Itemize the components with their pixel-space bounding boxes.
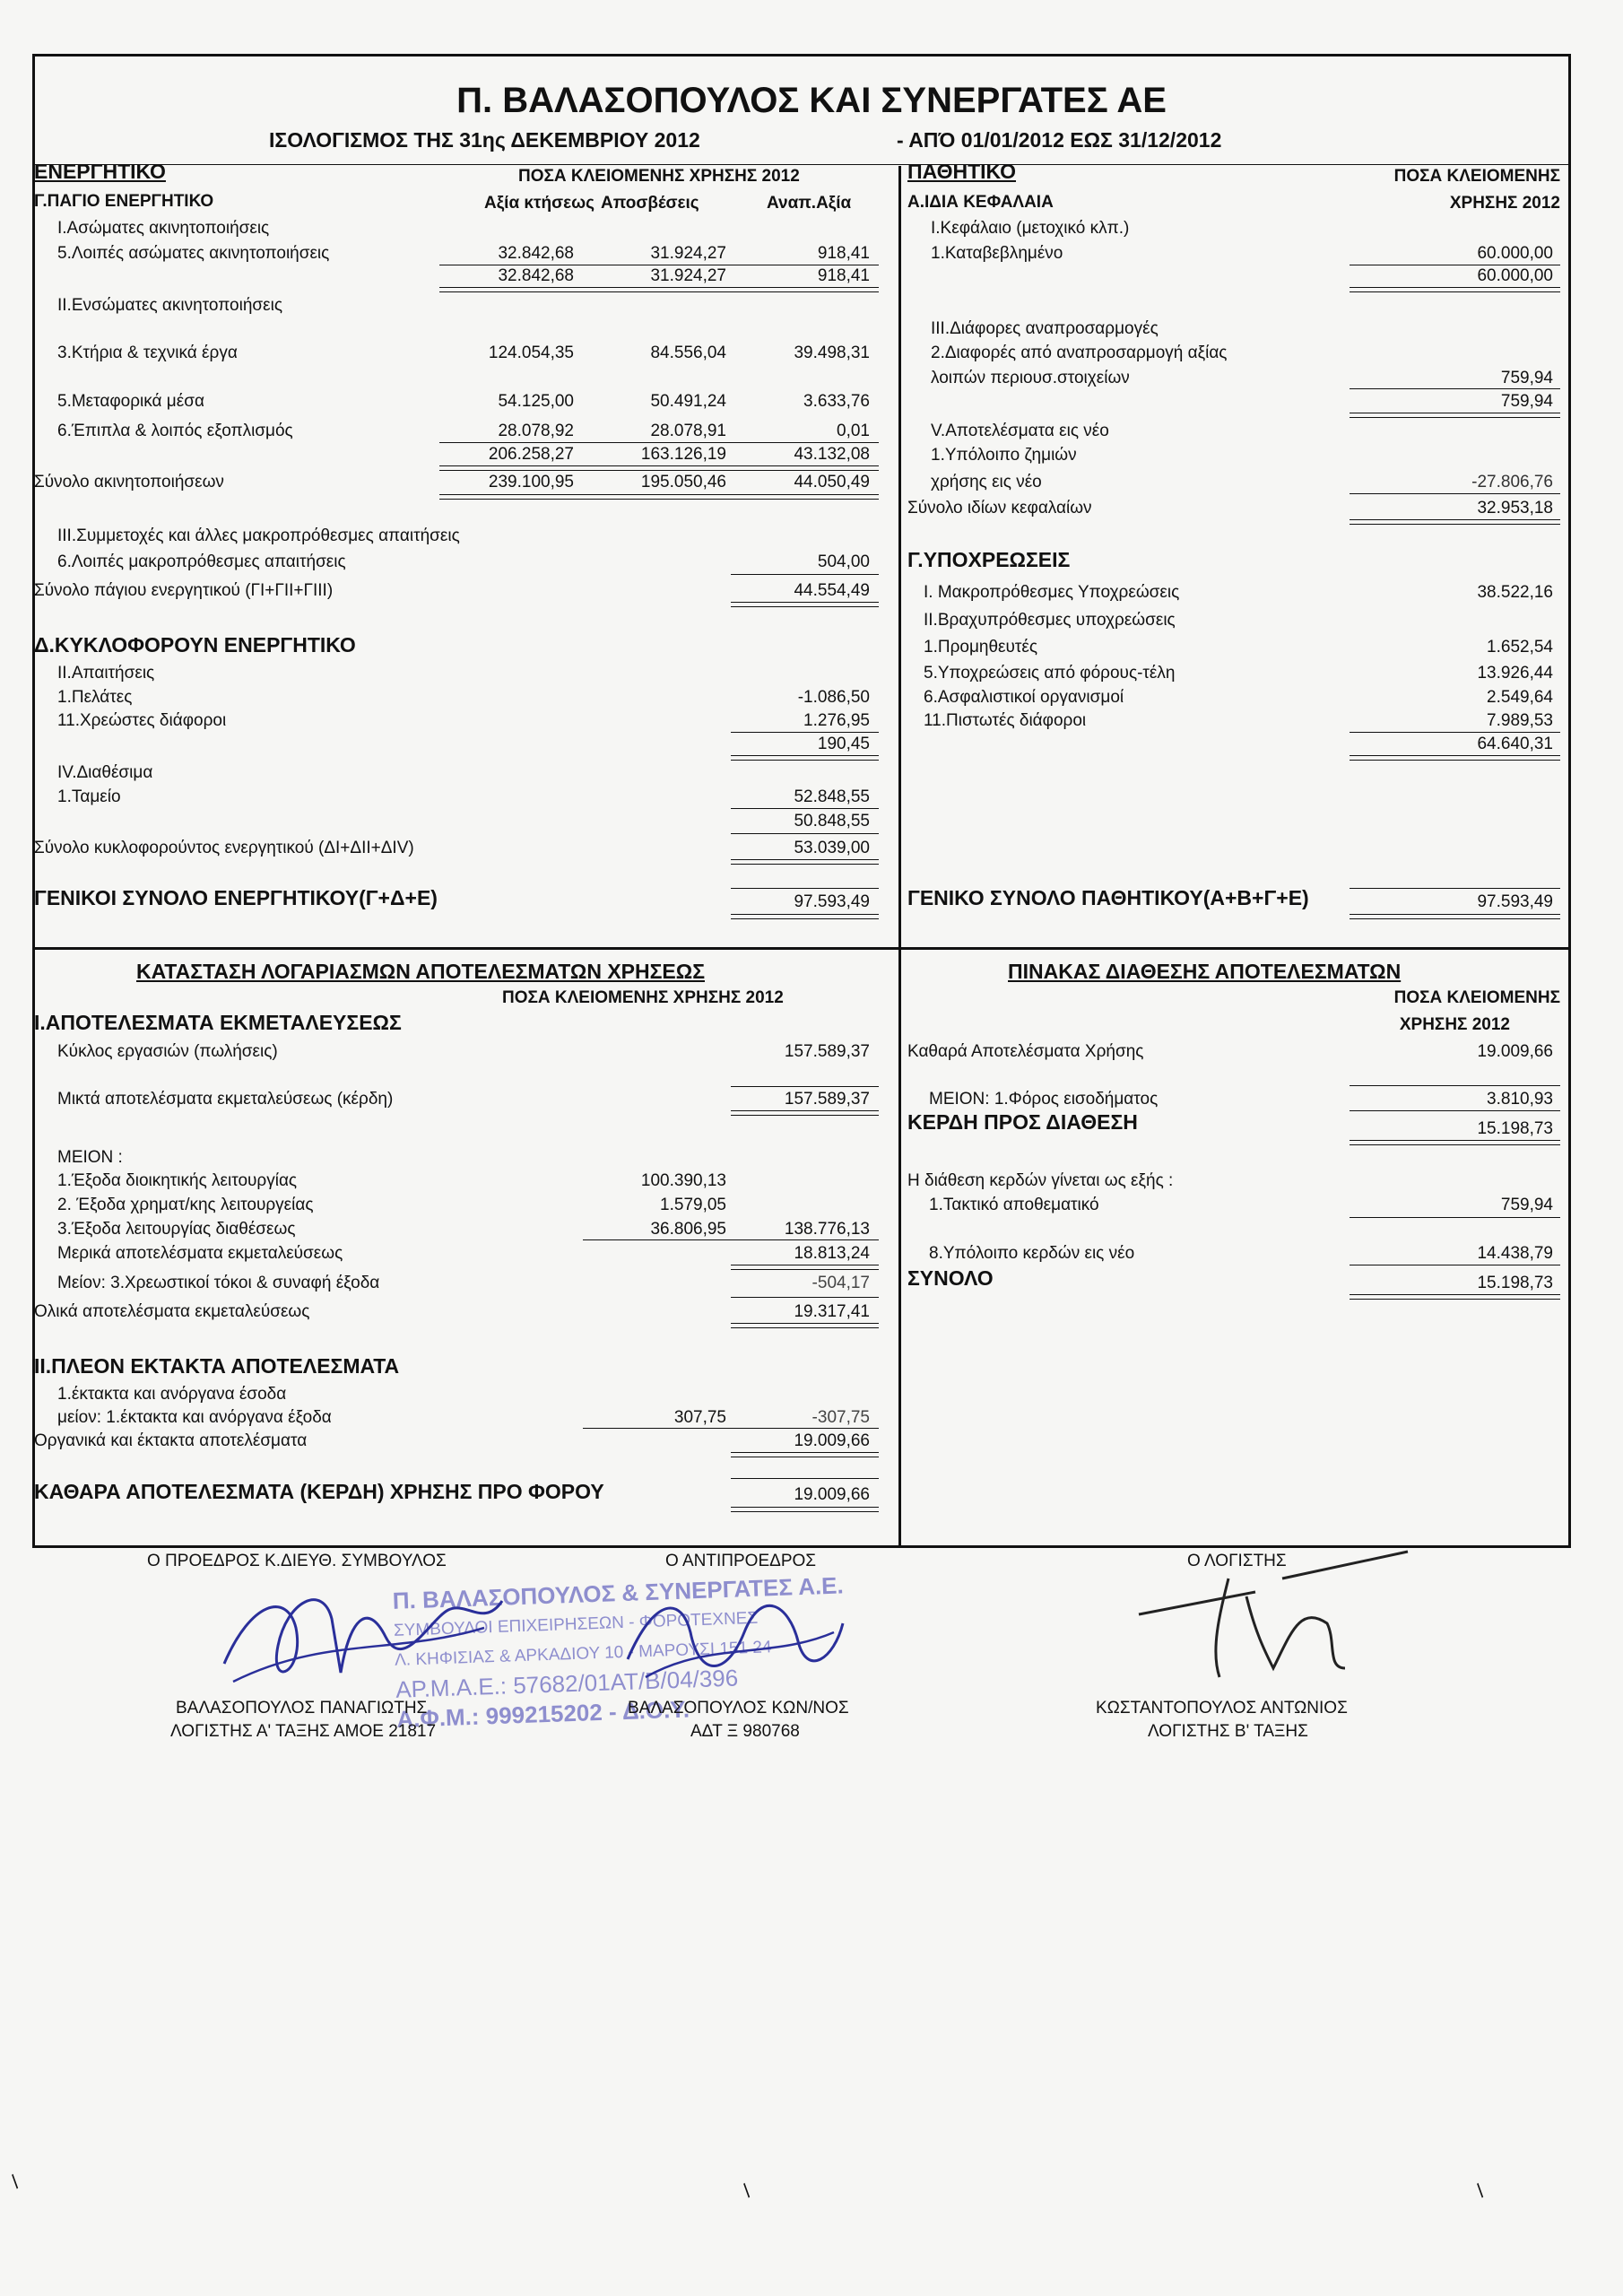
obligations-heading: Γ.ΥΠΟΧΡΕΩΣΕΙΣ (907, 548, 1071, 571)
punch-mark: / (1471, 2179, 1489, 2202)
revaluation-heading: ΙΙΙ.Διάφορες αναπροσαρμογές (931, 319, 1159, 338)
fixed-assets-heading: Γ.ΠΑΓΙΟ ΕΝΕΡΓΗΤΙΚΟ (34, 192, 214, 211)
paid-in-value: 60.000,00 (1477, 244, 1553, 263)
vice-president-name: ΒΑΛΑΣΟΠΟΥΛΟΣ ΚΩΝ/ΝΟΣ (628, 1699, 849, 1718)
double-rule (731, 602, 879, 607)
turnover-value: 157.589,37 (784, 1042, 870, 1061)
rule (731, 1478, 879, 1479)
rule (731, 1086, 879, 1087)
accountant-signature (1121, 1543, 1417, 1695)
liabilities-grand-total-label: ΓΕΝΙΚΟ ΣΥΝΟΛΟ ΠΑΘΗΤΙΚΟΥ(Α+Β+Γ+Ε) (907, 886, 1309, 909)
net-before-tax-value: 19.009,66 (794, 1485, 870, 1504)
rule (1350, 493, 1560, 494)
vice-president-title: Ο ΑΝΤΙΠΡΟΕΔΡΟΣ (665, 1552, 817, 1570)
short-term-total: 64.640,31 (1477, 735, 1553, 753)
col-net-value: Αναπ.Αξία (767, 194, 852, 213)
intangible-label: 5.Λοιπές ασώματες ακινητοποιήσεις (57, 244, 330, 263)
intangible-total-depr: 31.924,27 (650, 266, 726, 285)
double-rule (731, 755, 879, 761)
period-range: - ΑΠΌ 01/01/2012 ΕΩΣ 31/12/2012 (897, 128, 1222, 152)
interest-value: -504,17 (812, 1274, 870, 1292)
net-before-tax-label: ΚΑΘΑΡΑ ΑΠΟΤΕΛΕΣΜΑΤΑ (ΚΕΡΔΗ) ΧΡΗΣΗΣ ΠΡΟ ΦΟΡΟΥ (34, 1480, 604, 1503)
partial-value: 18.813,24 (794, 1244, 870, 1263)
capital-heading: Ι.Κεφάλαιο (μετοχικό κλπ.) (931, 219, 1130, 238)
rule (731, 732, 879, 733)
rule (1350, 1085, 1560, 1086)
extra-net-value: -307,75 (812, 1408, 870, 1427)
fixed-total-net: 44.050,49 (794, 473, 870, 491)
taxes-value: 13.926,44 (1477, 664, 1553, 683)
debtors-label: 11.Χρεώστες διάφοροι (57, 711, 227, 730)
double-rule (731, 1265, 879, 1270)
tangible-total-net: 43.132,08 (794, 445, 870, 464)
creditors-value: 7.989,53 (1487, 711, 1553, 730)
liabilities-heading: ΠΑΘΗΤΙΚΟ (907, 160, 1016, 183)
assets-heading: ΕΝΕΡΓΗΤΙΚΟ (34, 160, 166, 183)
intangible-cost: 32.842,68 (498, 244, 574, 263)
income-col-header: ΠΟΣΑ ΚΛΕΙΟΜΕΝΗΣ ΧΡΗΣΗΣ 2012 (502, 988, 784, 1007)
rule (731, 808, 879, 809)
revaluation-total: 759,94 (1500, 392, 1553, 411)
finance-label: 2. Έξοδα χρηματ/κης λειτουργείας (57, 1196, 314, 1214)
rule (731, 574, 879, 575)
gross-value: 157.589,37 (784, 1090, 870, 1109)
vehicles-depr: 50.491,24 (650, 392, 726, 411)
double-rule (1350, 755, 1560, 761)
rule (583, 1239, 879, 1240)
tangible-heading: ΙΙ.Ενσώματες ακινητοποιήσεις (57, 296, 282, 315)
total-fixed-label: Σύνολο πάγιου ενεργητικού (ΓΙ+ΓΙΙ+ΓΙΙΙ) (34, 581, 334, 600)
vice-president-note: ΑΔΤ Ξ 980768 (690, 1722, 800, 1741)
stamp-line-5: Α.Φ.Μ.: 999215202 - Δ.Ο.Υ. (395, 1695, 690, 1733)
insurance-value: 2.549,64 (1487, 688, 1553, 707)
center-divider (898, 166, 901, 1548)
total-operating-value: 19.317,41 (794, 1302, 870, 1321)
header-rule (32, 164, 1571, 165)
fixed-total-cost: 239.100,95 (488, 473, 574, 491)
distribution-col-header-1: ΠΟΣΑ ΚΛΕΙΟΜΕΝΗΣ (1393, 988, 1560, 1007)
buildings-label: 3.Κτήρια & τεχνικά έργα (57, 344, 238, 362)
customers-value: -1.086,50 (797, 688, 870, 707)
customers-label: 1.Πελάτες (57, 688, 133, 707)
results-heading: V.Αποτελέσματα εις νέο (931, 422, 1109, 440)
receivables-total: 190,45 (817, 735, 870, 753)
double-rule (1350, 413, 1560, 418)
carry-forward-label: 8.Υπόλοιπο κερδών εις νέο (929, 1244, 1135, 1263)
suppliers-value: 1.652,54 (1487, 638, 1553, 657)
furniture-net: 0,01 (837, 422, 870, 440)
rule (1350, 732, 1560, 733)
current-assets-heading: Δ.ΚΥΚΛΟΦΟΡΟΥΝ ΕΝΕΡΓΗΤΙΚΟ (34, 633, 356, 657)
double-rule (731, 1452, 879, 1457)
vehicles-net: 3.633,76 (803, 392, 870, 411)
paid-in-total: 60.000,00 (1477, 266, 1553, 285)
equity-total-label: Σύνολο ιδίων κεφαλαίων (907, 499, 1092, 517)
revaluation-line1: 2.Διαφορές από αναπροσαρμογή αξίας (931, 344, 1228, 362)
debtors-value: 1.276,95 (803, 711, 870, 730)
long-receivables-value: 504,00 (817, 552, 870, 571)
accountant-title: Ο ΛΟΓΙΣΤΗΣ (1187, 1552, 1287, 1570)
carry-forward-value: 14.438,79 (1477, 1244, 1553, 1263)
rule (731, 1297, 879, 1298)
income-tax-label: ΜΕΙΟΝ: 1.Φόρος εισοδήματος (929, 1090, 1159, 1109)
intangible-total-net: 918,41 (817, 266, 870, 285)
fixed-total-depr: 195.050,46 (640, 473, 726, 491)
net-result-value: 19.009,66 (1477, 1042, 1553, 1061)
double-rule (1350, 1140, 1560, 1145)
punch-mark: / (6, 2170, 24, 2193)
tangible-total-depr: 163.126,19 (640, 445, 726, 464)
total-operating-label: Ολικά αποτελέσματα εκμεταλεύσεως (34, 1302, 310, 1321)
distribution-total-label: ΣΥΝΟΛΟ (907, 1266, 994, 1290)
furniture-depr: 28.078,91 (650, 422, 726, 440)
section-divider (32, 947, 1571, 950)
vehicles-cost: 54.125,00 (498, 392, 574, 411)
income-tax-value: 3.810,93 (1487, 1090, 1553, 1109)
president-title: Ο ΠΡΟΕΔΡΟΣ Κ.ΔΙΕΥΘ. ΣΥΜΒΟΥΛΟΣ (147, 1552, 447, 1570)
assets-grand-total-value: 97.593,49 (794, 892, 870, 911)
president-name: ΒΑΛΑΣΟΠΟΥΛΟΣ ΠΑΝΑΓΙΩΤΗΣ (176, 1699, 428, 1718)
profit-for-distribution-value: 15.198,73 (1477, 1119, 1553, 1138)
assets-col-header: ΠΟΣΑ ΚΛΕΙΟΜΕΝΗΣ ΧΡΗΣΗΣ 2012 (518, 167, 800, 186)
double-rule (439, 287, 879, 292)
fixed-total-label: Σύνολο ακινητοποιήσεων (34, 473, 224, 491)
selling-value: 36.806,95 (650, 1220, 726, 1239)
stamp-line-3: Λ. ΚΗΦΙΣΙΑΣ & ΑΡΚΑΔΙΟΥ 10 - ΜΑΡΟΥΣΙ 151 24 (394, 1638, 772, 1670)
cash-label: 1.Ταμείο (57, 787, 121, 806)
distribution-heading: ΠΙΝΑΚΑΣ ΔΙΑΘΕΣΗΣ ΑΠΟΤΕΛΕΣΜΑΤΩΝ (1008, 960, 1402, 983)
rule (731, 888, 879, 889)
assets-grand-total-label: ΓΕΝΙΚΟΙ ΣΥΝΟΛΟ ΕΝΕΡΓΗΤΙΚΟΥ(Γ+Δ+Ε) (34, 886, 438, 909)
paid-in-label: 1.Καταβεβλημένο (931, 244, 1063, 263)
finance-value: 1.579,05 (660, 1196, 726, 1214)
col-depreciation: Αποσβέσεις (601, 194, 699, 213)
equity-heading: Α.ΙΔΙΑ ΚΕΦΑΛΑΙΑ (907, 193, 1054, 212)
col-cost: Αξία κτήσεως (484, 194, 595, 213)
double-rule (1350, 519, 1560, 525)
net-result-label: Καθαρά Αποτελέσματα Χρήσης (907, 1042, 1144, 1061)
reserve-label: 1.Τακτικό αποθεματικό (929, 1196, 1099, 1214)
admin-label: 1.Έξοδα διοικητικής λειτουργίας (57, 1171, 298, 1190)
distribution-intro: Η διάθεση κερδών γίνεται ως εξής : (907, 1171, 1174, 1190)
reserve-value: 759,94 (1500, 1196, 1553, 1214)
distribution-col-header-2: ΧΡΗΣΗΣ 2012 (1399, 1015, 1510, 1034)
loss-line1: 1.Υπόλοιπο ζημιών (931, 446, 1077, 465)
distribution-total-value: 15.198,73 (1477, 1274, 1553, 1292)
gross-label: Μικτά αποτελέσματα εκμεταλεύσεως (κέρδη) (57, 1090, 394, 1109)
double-rule (731, 1323, 879, 1328)
tangible-total-cost: 206.258,27 (488, 445, 574, 464)
furniture-label: 6.Έπιπλα & λοιπός εξοπλισμός (57, 422, 293, 440)
less-label: ΜΕΙΟΝ : (57, 1148, 123, 1167)
accountant-name: ΚΩΣΤΑΝΤΟΠΟΥΛΟΣ ΑΝΤΩΝΙΟΣ (1096, 1699, 1348, 1718)
intangible-depr: 31.924,27 (650, 244, 726, 263)
double-rule (1350, 287, 1560, 292)
liabilities-grand-total-value: 97.593,49 (1477, 892, 1553, 911)
extra-heading: ΙΙ.ΠΛΕΟΝ ΕΚΤΑΚΤΑ ΑΠΟΤΕΛΕΣΜΑΤΑ (34, 1354, 400, 1378)
rule (1350, 388, 1560, 389)
profit-for-distribution-label: ΚΕΡΔΗ ΠΡΟΣ ΔΙΑΘΕΣΗ (907, 1110, 1138, 1134)
income-heading: ΚΑΤΑΣΤΑΣΗ ΛΟΓΑΡΙΑΣΜΩΝ ΑΠΟΤΕΛΕΣΜΑΤΩΝ ΧΡΗΣΕΩΣ (136, 960, 705, 983)
receivables-heading: ΙΙ.Απαιτήσεις (57, 664, 155, 683)
rule (731, 833, 879, 834)
accountant-note: ΛΟΓΙΣΤΗΣ Β' ΤΑΞΗΣ (1148, 1722, 1308, 1741)
cash-value: 52.848,55 (794, 787, 870, 806)
punch-mark: / (738, 2179, 756, 2202)
extra-expense-label: μείον: 1.έκτακτα και ανόργανα έξοδα (57, 1408, 332, 1427)
extra-expense-value: 307,75 (673, 1408, 726, 1427)
double-rule (731, 1110, 879, 1116)
revaluation-value: 759,94 (1500, 369, 1553, 387)
rule (583, 1428, 879, 1429)
stamp-line-4: ΑΡ.Μ.Α.Ε.: 57682/01ΑΤ/Β/04/396 (395, 1664, 739, 1703)
statement-date: ΙΣΟΛΟΓΙΣΜΟΣ ΤΗΣ 31ης ΔΕΚΕΜΒΡΙΟΥ 2012 (269, 128, 700, 152)
admin-value: 100.390,13 (640, 1171, 726, 1190)
total-fixed-value: 44.554,49 (794, 581, 870, 600)
creditors-label: 11.Πιστωτές διάφοροι (924, 711, 1087, 730)
buildings-depr: 84.556,04 (650, 344, 726, 362)
partial-label: Μερικά αποτελέσματα εκμεταλεύσεως (57, 1244, 343, 1263)
operating-heading: Ι.ΑΠΟΤΕΛΕΣΜΑΤΑ ΕΚΜΕΤΑΛΕΥΣΕΩΣ (34, 1011, 402, 1034)
suppliers-label: 1.Προμηθευτές (924, 638, 1038, 657)
turnover-label: Κύκλος εργασιών (πωλήσεις) (57, 1042, 278, 1061)
liabilities-col-header-1: ΠΟΣΑ ΚΛΕΙΟΜΕΝΗΣ (1393, 167, 1560, 186)
double-rule (439, 465, 879, 471)
organic-value: 19.009,66 (794, 1431, 870, 1450)
intangible-heading: Ι.Ασώματες ακινητοποιήσεις (57, 219, 270, 238)
intangible-net: 918,41 (817, 244, 870, 263)
buildings-net: 39.498,31 (794, 344, 870, 362)
current-total-value: 53.039,00 (794, 839, 870, 857)
rule (1350, 1217, 1560, 1218)
organic-label: Οργανικά και έκτακτα αποτελέσματα (34, 1431, 308, 1450)
insurance-label: 6.Ασφαλιστικοί οργανισμοί (924, 688, 1124, 707)
double-rule (731, 914, 879, 919)
vehicles-label: 5.Μεταφορικά μέσα (57, 392, 204, 411)
rule (439, 442, 879, 443)
cash-total: 50.848,55 (794, 812, 870, 831)
president-note: ΛΟΓΙΣΤΗΣ Α' ΤΑΞΗΣ ΑΜΟΕ 21817 (170, 1722, 437, 1741)
double-rule (1350, 1294, 1560, 1300)
expenses-total: 138.776,13 (784, 1220, 870, 1239)
company-title: Π. ΒΑΛΑΣΟΠΟΥΛΟΣ ΚΑΙ ΣΥΝΕΡΓΑΤΕΣ ΑΕ (456, 81, 1167, 120)
liabilities-col-header-2: ΧΡΗΣΗΣ 2012 (1449, 194, 1560, 213)
selling-label: 3.Έξοδα λειτουργίας διαθέσεως (57, 1220, 296, 1239)
double-rule (731, 859, 879, 865)
short-term-heading: ΙΙ.Βραχυπρόθεσμες υποχρεώσεις (924, 611, 1176, 630)
rule (1350, 888, 1560, 889)
stamp-line-1: Π. ΒΑΛΑΣΟΠΟΥΛΟΣ & ΣΥΝΕΡΓΑΤΕΣ Α.Ε. (392, 1571, 845, 1614)
buildings-cost: 124.054,35 (488, 344, 574, 362)
loss-line2: χρήσης εις νέο (931, 473, 1042, 491)
intangible-total-cost: 32.842,68 (498, 266, 574, 285)
long-receivables-label: 6.Λοιπές μακροπρόθεσμες απαιτήσεις (57, 552, 346, 571)
double-rule (439, 494, 879, 500)
extra-income-label: 1.έκτακτα και ανόργανα έσοδα (57, 1385, 287, 1404)
equity-total-value: 32.953,18 (1477, 499, 1553, 517)
long-term-value: 38.522,16 (1477, 583, 1553, 602)
vice-president-signature (619, 1578, 852, 1695)
interest-label: Μείον: 3.Χρεωστικοί τόκοι & συναφή έξοδα (57, 1274, 380, 1292)
participations-heading: ΙΙΙ.Συμμετοχές και άλλες μακροπρόθεσμες απαιτήσεις (57, 526, 460, 545)
long-term-label: Ι. Μακροπρόθεσμες Υποχρεώσεις (924, 583, 1180, 602)
cash-heading: ΙV.Διαθέσιμα (57, 763, 153, 782)
revaluation-line2: λοιπών περιουσ.στοιχείων (931, 369, 1130, 387)
double-rule (1350, 914, 1560, 919)
stamp-line-2: ΣΥΜΒΟΥΛΟΙ ΕΠΙΧΕΙΡΗΣΕΩΝ - ΦΟΡΟΤΕΧΝΕΣ (393, 1608, 759, 1640)
furniture-cost: 28.078,92 (498, 422, 574, 440)
rule (1350, 1110, 1560, 1111)
loss-value: -27.806,76 (1471, 473, 1553, 491)
taxes-label: 5.Υποχρεώσεις από φόρους-τέλη (924, 664, 1176, 683)
double-rule (731, 1507, 879, 1512)
president-signature (215, 1565, 511, 1700)
current-total-label: Σύνολο κυκλοφορούντος ενεργητικού (ΔΙ+ΔΙΙ+ΔΙV) (34, 839, 414, 857)
